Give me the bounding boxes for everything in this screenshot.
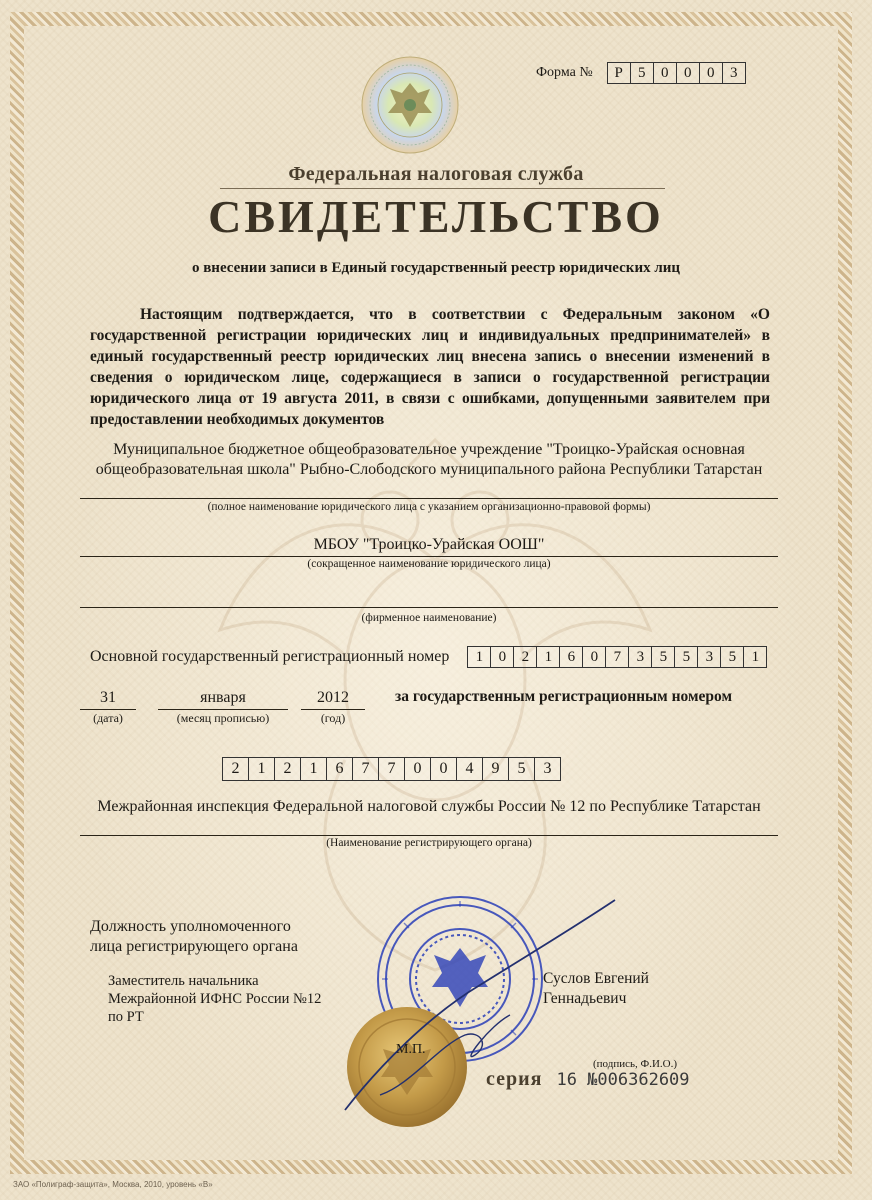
brand-name-rule <box>80 607 778 608</box>
series-label: серия <box>486 1068 543 1090</box>
grn-digit: 2 <box>222 757 248 781</box>
form-code-cell: 5 <box>630 62 653 84</box>
grn-digit: 9 <box>482 757 508 781</box>
ogrn-digit: 5 <box>720 646 743 668</box>
ogrn-cells <box>467 646 767 668</box>
grn-digit: 0 <box>430 757 456 781</box>
mp-label: М.П. <box>396 1042 426 1057</box>
authority-caption: (Наименование регистрирующего органа) <box>326 837 532 849</box>
entity-short-name: МБОУ "Троицко-Урайская ООШ" <box>313 536 545 553</box>
ogrn-digit: 0 <box>490 646 513 668</box>
position-label-line-2: лица регистрирующего органа <box>90 938 298 955</box>
date-year-rule <box>301 709 365 710</box>
date-month-caption: (месяц прописью) <box>176 711 270 725</box>
ogrn-label: Основной государственный регистрационный номер <box>90 648 450 665</box>
entity-full-name: Муниципальное бюджетное общеобразовательное учреждение "Троицко-Урайская основная общеобразовательная школа" Рыбно-Слободского муниципального района Республики Татарстан <box>95 441 763 478</box>
date-day: 31 <box>100 689 116 706</box>
full-name-rule <box>80 498 778 499</box>
ogrn-digit: 3 <box>628 646 651 668</box>
ogrn-digit: 0 <box>582 646 605 668</box>
agency-name: Федеральная налоговая служба <box>288 163 584 185</box>
grn-digit: 4 <box>456 757 482 781</box>
position-label-line-1: Должность уполномоченного <box>90 918 291 935</box>
grn-label: за государственным регистрационным номером <box>395 688 733 705</box>
official-position <box>108 972 321 1026</box>
ogrn-digit: 2 <box>513 646 536 668</box>
position-label <box>90 917 298 957</box>
ogrn-digit: 6 <box>559 646 582 668</box>
form-number <box>536 62 746 84</box>
date-year-caption: (год) <box>320 711 346 725</box>
form-code-cell: 3 <box>722 62 746 84</box>
ogrn-digit: 3 <box>697 646 720 668</box>
short-name-rule <box>80 556 778 557</box>
date-day-caption: (дата) <box>93 711 123 725</box>
signature-caption: (подпись, Ф.И.О.) <box>593 1058 677 1070</box>
ogrn-digit: 5 <box>674 646 697 668</box>
form-code-cell: 0 <box>676 62 699 84</box>
hologram-emblem-icon <box>360 55 460 155</box>
ogrn-digit: 1 <box>467 646 490 668</box>
grn-digit: 6 <box>326 757 352 781</box>
date-month: января <box>200 689 246 706</box>
form-number-label: Форма № <box>536 65 593 80</box>
official-position-line-3: по РТ <box>108 1009 144 1025</box>
series-number <box>486 1068 690 1091</box>
date-year: 2012 <box>317 689 349 706</box>
ogrn-digit: 1 <box>536 646 559 668</box>
grn-digit: 7 <box>378 757 404 781</box>
agency-divider <box>220 188 665 189</box>
series-value: 16 №006362609 <box>556 1070 690 1090</box>
form-code-cell: 0 <box>699 62 722 84</box>
registering-authority: Межрайонная инспекция Федеральной налоговой службы России № 12 по Республике Татарстан <box>97 798 761 815</box>
printer-footer: ЗАО «Полиграф-защита», Москва, 2010, уровень «В» <box>13 1180 213 1189</box>
certificate-subtitle: о внесении записи в Единый государственный реестр юридических лиц <box>191 260 681 276</box>
grn-cells <box>222 757 561 781</box>
grn-digit: 3 <box>534 757 561 781</box>
grn-row <box>222 757 561 781</box>
date-month-rule <box>158 709 288 710</box>
official-name-line-2: Геннадьевич <box>543 990 627 1007</box>
form-code-cell: 0 <box>653 62 676 84</box>
date-day-rule <box>80 709 136 710</box>
official-name-line-1: Суслов Евгений <box>543 970 649 987</box>
authority-rule <box>80 835 778 836</box>
ogrn-digit: 7 <box>605 646 628 668</box>
official-position-line-1: Заместитель начальника <box>108 973 259 989</box>
confirmation-text: Настоящим подтверждается, что в соответствии с Федеральным законом «О государственной регистрации юридических лиц и индивидуальных предпринимателей» в единый государственный реестр юридических лиц внесена запись о внесении изменений в сведения о юридическом лице, содержащиеся в записи о государственной регистрации юридического лица от 19 августа 2011, в связи с ошибками, допущенными заявителем при предоставлении необходимых документов <box>90 306 770 428</box>
grn-digit: 1 <box>300 757 326 781</box>
official-position-line-2: Межрайонной ИФНС России №12 <box>108 991 322 1007</box>
ogrn-row <box>90 646 767 668</box>
form-code-cells <box>607 62 746 84</box>
grn-digit: 2 <box>274 757 300 781</box>
grn-digit: 7 <box>352 757 378 781</box>
form-code-cell: Р <box>607 62 630 84</box>
brand-name-caption: (фирменное наименование) <box>361 612 497 624</box>
certificate-title: СВИДЕТЕЛЬСТВО <box>208 191 664 242</box>
grn-digit: 1 <box>248 757 274 781</box>
ogrn-digit: 5 <box>651 646 674 668</box>
short-name-caption: (сокращенное наименование юридического лица) <box>307 558 551 570</box>
grn-digit: 0 <box>404 757 430 781</box>
full-name-caption: (полное наименование юридического лица с указанием организационно-правовой формы) <box>207 501 651 513</box>
ogrn-digit: 1 <box>743 646 767 668</box>
grn-digit: 5 <box>508 757 534 781</box>
